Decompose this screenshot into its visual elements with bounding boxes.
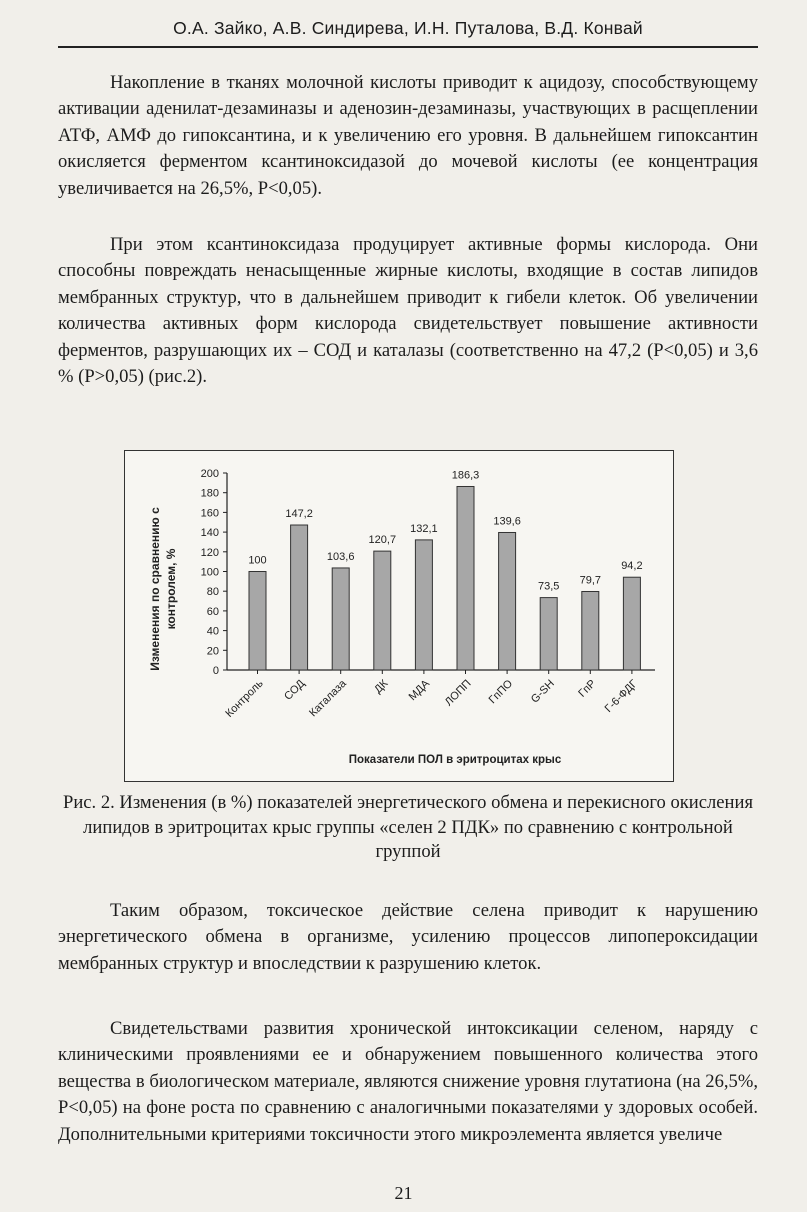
data-label: 100 bbox=[248, 554, 267, 567]
paragraph-1: Накопление в тканях молочной кислоты приводит к ацидозу, способствующему активации аденилат-дезаминазы и аденозин-дезаминазы, участвующих в расщеплении АТФ, АМФ до гипоксантина, и к увеличению его уровня. В дальнейшем гипоксантин окисляется ферментом ксантиноксидазой до мочевой кислоты (ее концентрация увеличивается на 26,5%, P<0,05). bbox=[58, 72, 758, 199]
category-label: Г-6-ФДГ bbox=[602, 677, 641, 715]
data-label: 132,1 bbox=[410, 522, 438, 535]
y-tick-label: 80 bbox=[206, 586, 219, 599]
y-tick-label: 0 bbox=[212, 665, 219, 677]
bar bbox=[415, 540, 432, 670]
bar bbox=[457, 486, 474, 670]
y-tick-label: 140 bbox=[200, 527, 219, 540]
data-label: 103,6 bbox=[326, 550, 355, 563]
category-label: ГпПО bbox=[486, 677, 516, 707]
bar bbox=[540, 598, 557, 670]
y-tick-label: 120 bbox=[200, 546, 219, 559]
data-label: 186,3 bbox=[451, 469, 480, 482]
paragraph-4: Свидетельствами развития хронической интоксикации селеном, наряду с клиническими проявлениями ее и обнаружением повышенного количества этого вещества в биологическом материале, являются снижение уровня глутатиона (на 26,5%, P<0,05) на фоне роста по сравнению с аналогичными показателями у здоровых особей. Дополнительными критериями токсичности этого микроэлемента является увеличе bbox=[58, 1018, 758, 1145]
y-tick-label: 180 bbox=[200, 487, 219, 500]
data-label: 73,5 bbox=[537, 580, 560, 593]
paragraph-3: Таким образом, токсическое действие селена приводит к нарушению энергетического обмена в организме, усилению процессов липопероксидации мембранных структур и впоследствии к разрушению клеток. bbox=[58, 900, 758, 974]
data-label: 120,7 bbox=[368, 534, 397, 547]
y-tick-label: 60 bbox=[206, 605, 219, 618]
category-label: МДА bbox=[406, 677, 433, 704]
data-label: 79,7 bbox=[579, 574, 602, 587]
y-tick-label: 160 bbox=[200, 507, 219, 520]
category-label: ДК bbox=[372, 677, 391, 696]
bar bbox=[291, 525, 308, 670]
data-label: 147,2 bbox=[285, 508, 313, 521]
running-header: О.А. Зайко, А.В. Синдирева, И.Н. Путалова, В.Д. Конвай bbox=[58, 18, 758, 48]
paragraph-2: При этом ксантиноксидаза продуцирует активные формы кислорода. Они способны повреждать ненасыщенные жирные кислоты, входящие в состав липидов мембранных структур, что в дальнейшем приводит к гибели клеток. Об увеличении количества активных форм кислорода свидетельствует повышение активности ферментов, разрушающих их – СОД и каталазы (соответственно на 47,2 (P<0,05) и 3,6 % (P>0,05) (рис.2). bbox=[58, 234, 758, 388]
bar bbox=[623, 577, 640, 670]
category-label: ГпР bbox=[576, 677, 599, 700]
y-axis-label-line2: контролем, % bbox=[164, 548, 178, 630]
x-axis-label: Показатели ПОЛ в эритроцитах крыс bbox=[348, 754, 562, 766]
category-label: Контроль bbox=[223, 677, 266, 720]
bar bbox=[499, 532, 516, 670]
bar bbox=[249, 572, 266, 671]
y-axis-label-line1: Изменения по сравнению с bbox=[148, 507, 162, 671]
bar bbox=[582, 591, 599, 670]
data-label: 94,2 bbox=[621, 560, 643, 573]
bar-chart bbox=[124, 450, 674, 782]
bar bbox=[332, 568, 349, 670]
y-tick-label: 20 bbox=[206, 645, 219, 658]
y-tick-label: 40 bbox=[206, 625, 219, 638]
category-label: СОД bbox=[282, 677, 308, 703]
page-number: 21 bbox=[394, 1183, 413, 1203]
category-label: Каталаза bbox=[307, 677, 349, 720]
figure-caption: Рис. 2. Изменения (в %) показателей энергетического обмена и перекисного окисления липидов в эритроцитах крыс группы «селен 2 ПДК» по сравнению с контрольной группой bbox=[62, 792, 753, 862]
y-tick-label: 200 bbox=[200, 468, 219, 480]
category-label: ЛОПП bbox=[442, 677, 474, 709]
bar bbox=[374, 551, 391, 670]
data-label: 139,6 bbox=[493, 515, 521, 528]
y-tick-label: 100 bbox=[200, 566, 219, 579]
category-label: G-SH bbox=[528, 677, 557, 706]
bar-chart-svg bbox=[125, 451, 673, 781]
